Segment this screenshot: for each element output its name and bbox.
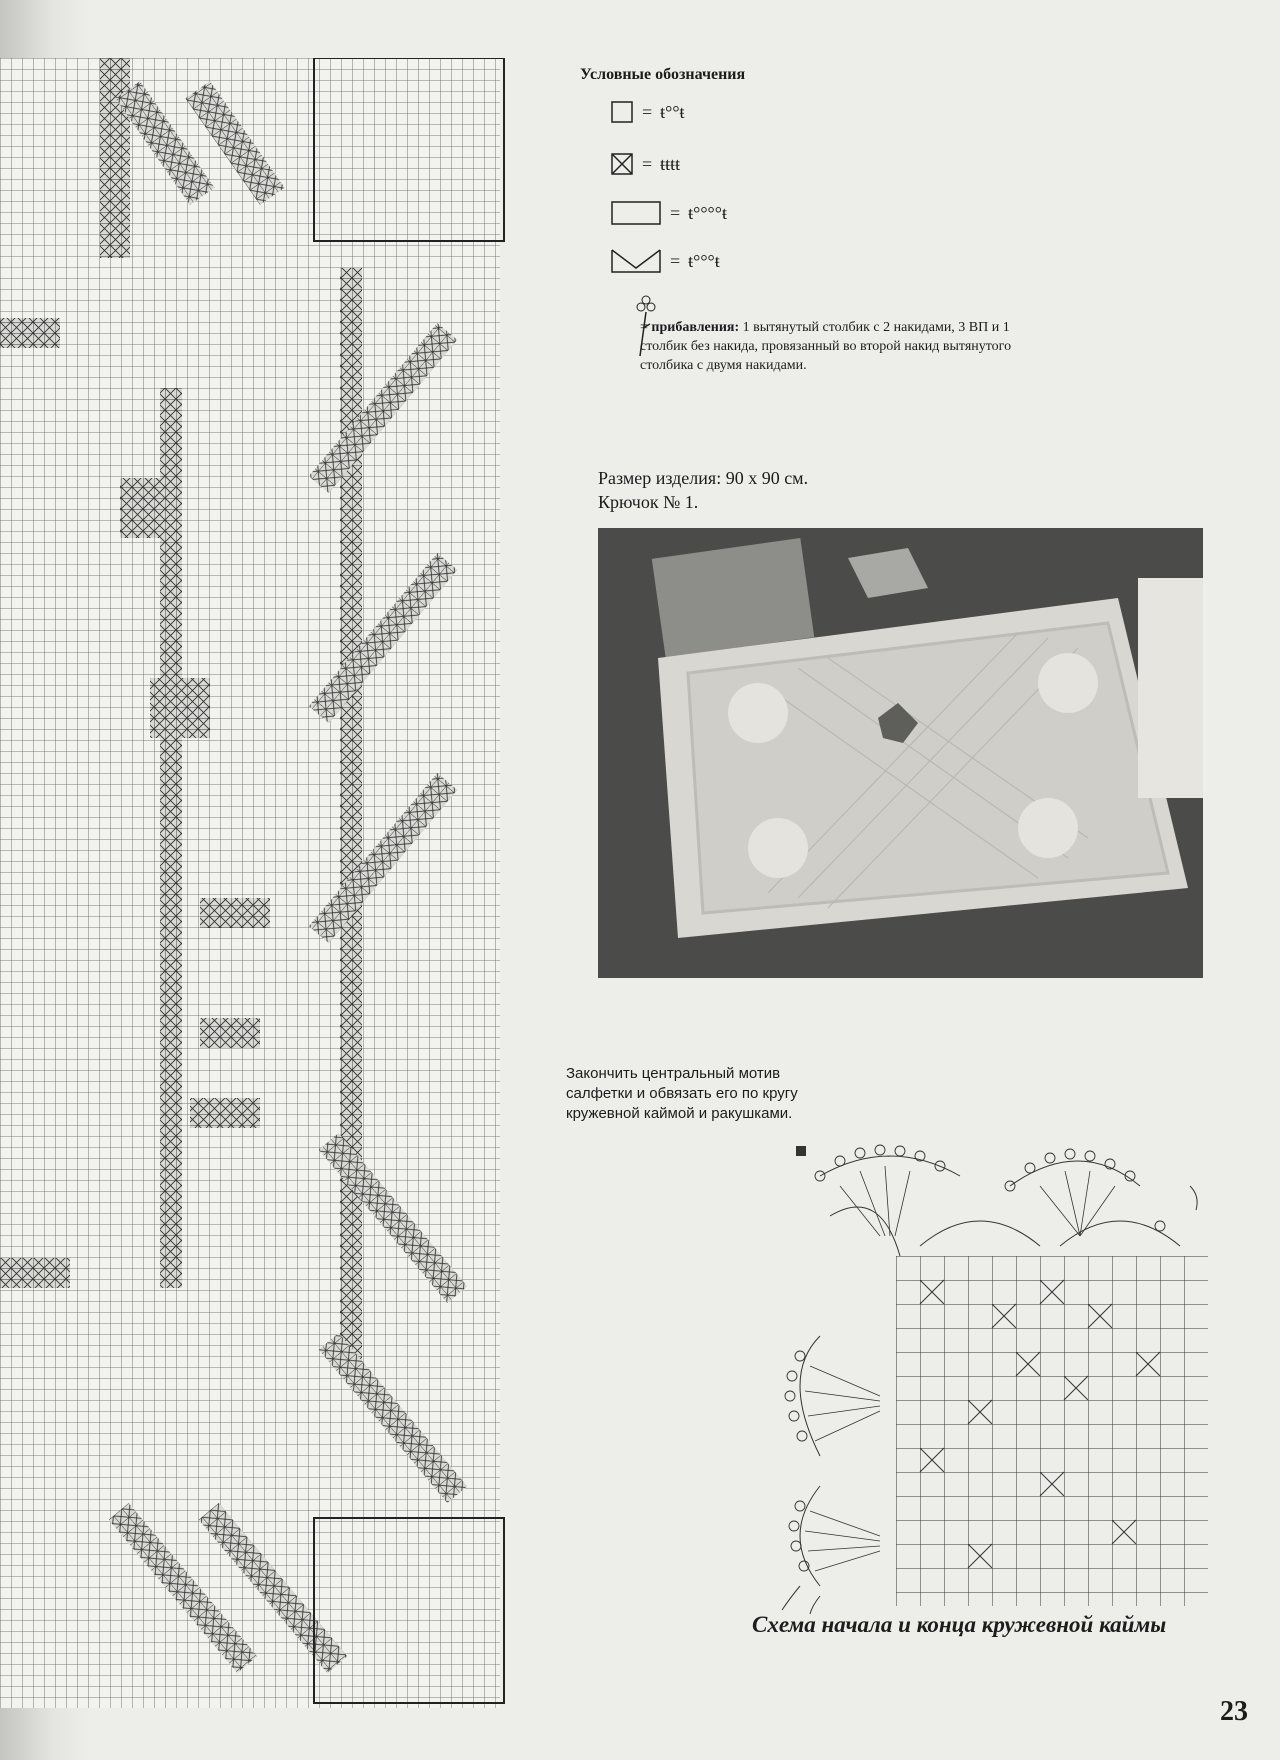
legend-notation: ŧ°°°ŧ xyxy=(688,250,720,271)
legend-item-cross-square xyxy=(610,152,680,176)
hook-line: Крючок № 1. xyxy=(598,492,699,512)
legend-equals: = xyxy=(670,202,681,223)
addition-equals: = xyxy=(640,320,648,335)
legend-title: Условные обозначения xyxy=(580,66,746,83)
border-chart-caption: Схема начала и конца кружевной каймы xyxy=(752,1612,1167,1637)
legend-equals: = xyxy=(642,101,653,122)
legend-item-long-rectangle xyxy=(610,200,727,226)
open-square-icon xyxy=(610,100,634,124)
addition-label: прибавления: xyxy=(651,320,740,335)
page-number: 23 xyxy=(1220,1696,1248,1727)
finish-instruction: Закончить центральный мотив салфетки и обвязать его по кругу кружевной каймой и ракушками. xyxy=(566,1065,798,1122)
addition-description xyxy=(640,318,1040,375)
cross-square-icon xyxy=(610,152,634,176)
tablecloth-photo xyxy=(598,528,1203,978)
legend-equals: = xyxy=(642,153,653,174)
legend-notation: ŧŧŧŧ xyxy=(660,153,681,174)
addition-text: 1 вытянутый столбик с 2 накидами, 3 ВП и 1 столбик без накида, провязанный во второй накид вытянутого столбика с двумя накидами. xyxy=(640,320,1012,373)
legend-equals: = xyxy=(670,250,681,271)
v-lacet-icon xyxy=(610,248,662,274)
filet-chart xyxy=(0,58,510,1708)
legend-item-v-lacet xyxy=(610,248,720,274)
legend-notation: ŧ°°°°ŧ xyxy=(688,202,727,223)
size-line: Размер изделия: 90 х 90 см. xyxy=(598,468,809,488)
legend-item-open-square xyxy=(610,100,685,124)
start-marker-icon xyxy=(796,1146,806,1156)
long-rectangle-icon xyxy=(610,200,662,226)
product-size xyxy=(598,466,808,514)
legend-notation: ŧ°°ŧ xyxy=(660,101,685,122)
border-lace-chart xyxy=(760,1126,1220,1616)
